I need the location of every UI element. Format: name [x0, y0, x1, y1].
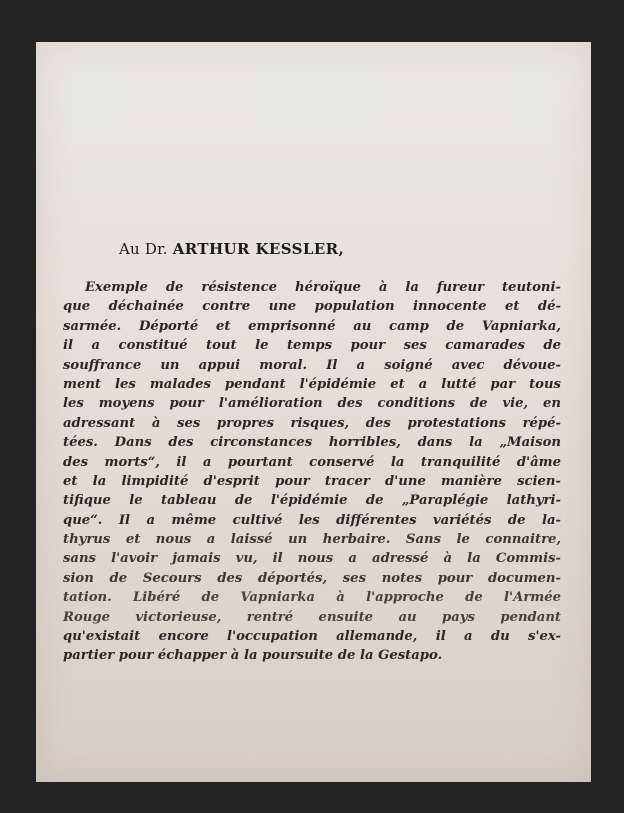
dedication-heading — [119, 240, 344, 258]
paragraph-line: adressant à ses propres risques, des protestations répé- — [63, 415, 561, 431]
paragraph-line: tifique le tableau de l'épidémie de „Paraplégie lathyri- — [63, 493, 561, 509]
paragraph-line: sion de Secours des déportés, ses notes pour documen- — [63, 570, 561, 586]
dedication-paragraph — [63, 278, 561, 666]
dedication-name: ARTHUR KESSLER, — [172, 240, 345, 258]
paragraph-line: des morts“, il a pourtant conservé la tranquilité d'âme — [63, 454, 561, 470]
dedication-prefix: Au Dr. — [119, 240, 168, 258]
paragraph-line: Rouge victorieuse, rentré ensuite au pays pendant — [63, 609, 561, 625]
paragraph-line: sarmée. Déporté et emprisonné au camp de Vapniarka, — [63, 318, 561, 334]
paragraph-line: tation. Libéré de Vapniarka à l'approche de l'Armée — [63, 590, 561, 606]
paragraph-line: les moyens pour l'amélioration des conditions de vie, en — [63, 396, 561, 412]
paragraph-line: Exemple de résistence héroïque à la fureur teutoni- — [85, 280, 561, 295]
paragraph-line: partier pour échapper à la poursuite de la Gestapo. — [63, 648, 443, 664]
paragraph-line: que déchainée contre une population innocente et dé- — [63, 299, 561, 315]
paragraph-line: thyrus et nous a laissé un herbaire. Sans le connaitre, — [63, 532, 561, 548]
paragraph-line: il a constitué tout le temps pour ses camarades de — [63, 338, 561, 354]
paragraph-line: qu'existait encore l'occupation allemande, il a du s'ex- — [63, 629, 561, 645]
paragraph-line: ment les malades pendant l'épidémie et a lutté par tous — [63, 376, 561, 392]
paragraph-line: tées. Dans des circonstances horribles, dans la „Maison — [63, 435, 561, 451]
book-page — [36, 42, 591, 782]
paragraph-line: et la limpidité d'esprit pour tracer d'une manière scien- — [63, 473, 561, 489]
paragraph-line: sans l'avoir jamais vu, il nous a adressé à la Commis- — [63, 551, 561, 567]
paragraph-line: que“. Il a même cultivé les différentes variétés de la- — [63, 512, 561, 528]
paragraph-line: souffrance un appui moral. Il a soigné avec dévoue- — [63, 357, 561, 373]
